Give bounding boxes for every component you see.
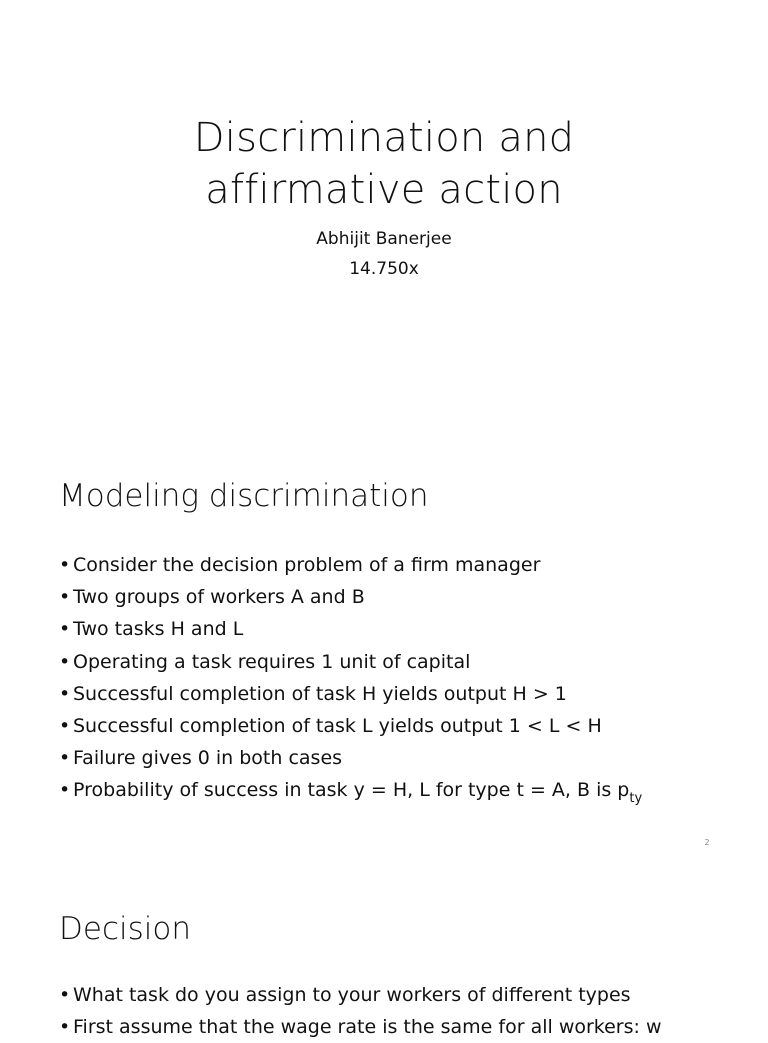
bullet-text: Failure gives 0 in both cases: [73, 747, 343, 770]
title-line-1: Discrimination and: [193, 115, 575, 161]
bullet-item: [59, 774, 642, 809]
slide-title: [0, 112, 768, 216]
bullet-text: Two tasks H and L: [73, 618, 244, 641]
slide-heading: Modeling discrimination: [59, 478, 429, 514]
bullet-text: First assume that the wage rate is the same for all workers: w: [73, 1016, 662, 1039]
bullet-glyph: •: [59, 984, 71, 1006]
bullet-glyph: •: [59, 682, 71, 705]
title-line-2: affirmative action: [205, 167, 563, 213]
bullet-glyph: •: [59, 747, 71, 770]
slide-heading: Decision: [59, 911, 191, 947]
bullet-glyph: •: [59, 1016, 71, 1039]
bullet-glyph: •: [59, 650, 71, 673]
decision-slide: [0, 860, 768, 1039]
bullet-glyph: •: [59, 779, 71, 802]
author-name: Abhijit Banerjee: [316, 229, 452, 249]
bullet-item: [59, 549, 642, 581]
course-code: 14.750x: [349, 259, 419, 279]
bullet-text: Two groups of workers A and B: [73, 586, 365, 609]
bullet-text: Successful completion of task L yields output 1 < L < H: [73, 715, 602, 738]
bullet-glyph: •: [59, 618, 71, 641]
bullet-item: [59, 581, 642, 613]
page-number: 2: [704, 838, 710, 847]
bullet-text: Consider the decision problem of a firm manager: [73, 554, 541, 576]
bullet-text: Successful completion of task H yields output H > 1: [73, 682, 567, 705]
bullet-glyph: •: [59, 586, 71, 609]
bullet-item: [59, 613, 642, 645]
bullet-item: [59, 646, 642, 678]
bullet-item: [59, 1011, 662, 1043]
bullet-item: [59, 979, 662, 1011]
modeling-slide: [0, 430, 768, 860]
bullet-text: Operating a task requires 1 unit of capital: [73, 650, 471, 673]
subscript: ty: [629, 791, 643, 807]
bullet-item: [59, 742, 642, 774]
bullet-glyph: •: [59, 554, 71, 576]
bullet-glyph: •: [59, 715, 71, 738]
bullet-text: Probability of success in task y = H, L for type t = A, B is p: [73, 779, 630, 802]
title-slide: [0, 0, 768, 430]
bullet-list: [59, 549, 642, 810]
bullet-item: [59, 678, 642, 710]
bullet-item: [59, 710, 642, 742]
bullet-list: [59, 979, 662, 1043]
bullet-text: What task do you assign to your workers of different types: [73, 984, 631, 1006]
